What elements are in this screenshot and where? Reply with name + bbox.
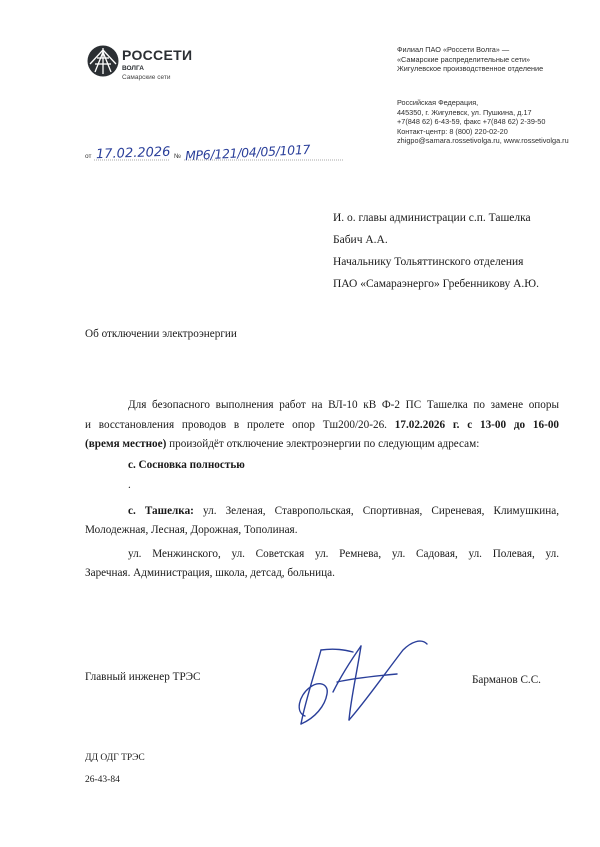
registration-line [85, 141, 355, 166]
street-list: ул. Зеленая, Ставропольская, Спортивная, Сиреневая, Климушкина, [203, 505, 560, 517]
outage-date-time: 17.02.2026 г. с 13-00 до 16-00 [394, 419, 560, 431]
address-line: 445350, г. Жигулевск, ул. Пушкина, д.17 [397, 107, 532, 117]
address-line: Российская Федерация, [397, 98, 479, 107]
addressee-line: Бабич А.А. [333, 234, 388, 246]
company-logo [86, 44, 206, 88]
sender-org [397, 45, 543, 74]
rosseti-emblem-icon [86, 44, 120, 78]
address-line: +7(848 62) 6-43-59, факс +7(848 62) 2-39-50 [397, 117, 546, 127]
footer-dept: ДД ОДГ ТРЭС [85, 753, 145, 763]
addressee-line: Начальнику Тольяттинского отделения [333, 256, 524, 268]
logo-name: РОССЕТИ [122, 47, 193, 63]
body-line [85, 416, 559, 436]
handwritten-date: 17.02.2026 [95, 144, 171, 163]
sender-address [397, 98, 569, 146]
body-text: произойдёт отключение электроэнергии по следующим адресам: [169, 438, 480, 450]
street-list: ул. Менжинского, ул. Советская ул. Ремнева, ул. Садовая, ул. Полевая, ул. [128, 548, 559, 560]
village-name: с. Сосновка полностью [128, 459, 245, 471]
logo-subtitle: Самарские сети [122, 74, 171, 81]
dot-line: . [128, 479, 131, 491]
handwritten-number: МР6/121/04/05/1017 [184, 141, 311, 164]
village-sosnovka [128, 456, 245, 476]
signer-position: Главный инженер ТРЭС [85, 671, 201, 683]
handwritten-signature-icon [275, 632, 455, 732]
village-tashelka [128, 502, 559, 522]
sender-line: «Самарские распределительные сети» [397, 54, 531, 64]
footer-phone: 26-43-84 [85, 775, 120, 785]
sender-line: Филиал ПАО «Россети Волга» — [397, 45, 510, 54]
body-line: Для безопасного выполнения работ на ВЛ-10 кВ Ф-2 ПС Ташелка по замене опоры [128, 399, 559, 411]
date-prefix: от [85, 153, 92, 160]
address-line: Контакт-центр: 8 (800) 220-02-20 [397, 126, 508, 136]
addressee-line: И. о. главы администрации с.п. Ташелка [333, 212, 531, 224]
sender-line: Жигулевское производственное отделение [397, 64, 544, 74]
letter-subject: Об отключении электроэнергии [85, 328, 237, 340]
village-name: с. Ташелка: [128, 505, 194, 517]
local-time-note: (время местное) [85, 438, 167, 450]
address-line: zhigpo@samara.rossetivolga.ru, www.rossetivolga.ru [397, 136, 569, 146]
street-list: Молодежная, Лесная, Дорожная, Тополиная. [85, 524, 298, 536]
signer-name: Барманов С.С. [472, 674, 541, 686]
body-text: и восстановления проводов в пролете опор Тш200/20-26. [85, 419, 387, 431]
logo-region: ВОЛГА [122, 65, 144, 72]
addressee-line: ПАО «Самараэнерго» Гребенникову А.Ю. [333, 278, 539, 290]
number-prefix: № [174, 153, 181, 160]
street-list: Заречная. Администрация, школа, детсад, больница. [85, 567, 335, 579]
body-line [85, 435, 479, 455]
